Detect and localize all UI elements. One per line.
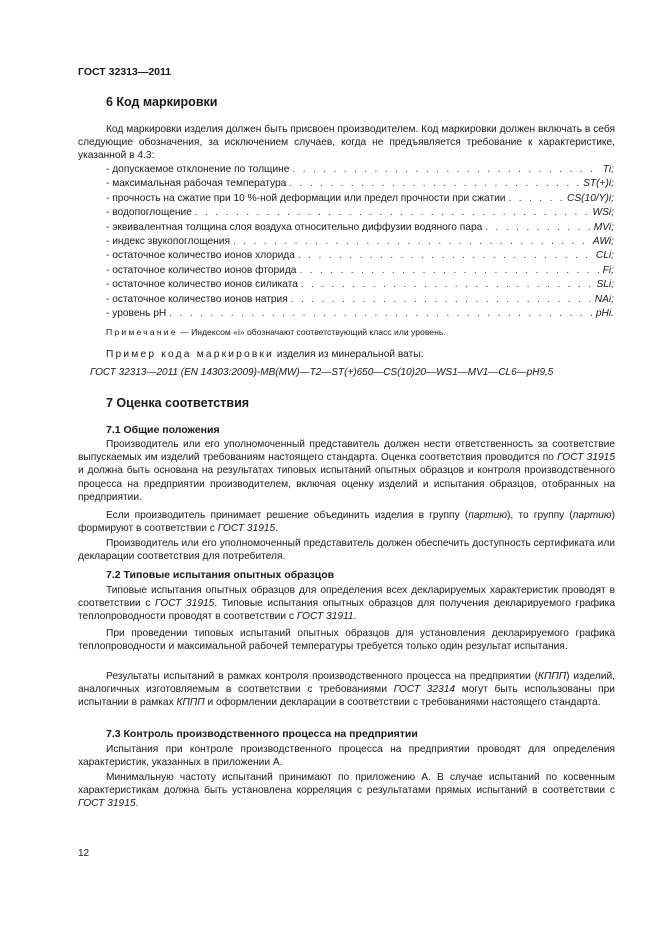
item-symbol: ST(+)i;: [583, 178, 614, 190]
section-7-2-paragraph-1: Типовые испытания опытных образцов для определения всех декларируемых характеристик проводят в соответствии с ГОСТ 31915. Типовые испытания опытных образцов для получения декларируемого графика теплопроводности проводят в соответствии с ГОСТ 31911.: [78, 585, 616, 623]
section-6-title: 6 Код маркировки: [106, 95, 218, 109]
dot-leader: [195, 206, 590, 220]
section-7-2-paragraph-2: При проведении типовых испытаний опытных образцов для установления декларируемого графика теплопроводности и максимальной рабочей температуры требуется только один результат испытания.: [78, 628, 615, 653]
item-label: - остаточное количество ионов хлорида: [106, 250, 295, 262]
item-symbol: MVi;: [593, 221, 614, 233]
item-label: - индекс звукопоглощения: [106, 235, 231, 247]
section-7-1-title: 7.1 Общие положения: [106, 424, 220, 436]
section-7-2-title: 7.2 Типовые испытания опытных образцов: [106, 569, 335, 581]
section-7-1-paragraph-1: Производитель или его уполномоченный представитель должен нести ответственность за соответствие выпускаемых им изделий требованиям настоящего стандарта. Оценка соответствия проводится по ГОСТ 31915 и должна быть основана на результатах типовых испытаний опытных образцов и контроля производственного процесса на предприятии производителем, включая оценку изделий и испытания образцов, отобранных на предприятии.: [78, 439, 615, 503]
section-7-2-paragraph-3: Результаты испытаний в рамках контроля производственного процесса на предприятии (КППП) изделий, аналогичных изготовляемым в соответствии с требованиями ГОСТ 32314 могут быть использованы при испытании в рамках КППП и оформлении декларации в соответствии с требованиями настоящего стандарта.: [78, 671, 615, 709]
note: [106, 327, 446, 337]
section-7-3-paragraph-2: Минимальную частоту испытаний принимают по приложению А. В случае испытаний по косвенным характеристикам должна быть установлена корреляция с результатами прямых испытаний в соответствии с ГОСТ 31915.: [78, 772, 615, 810]
section-7-1-paragraph-2: Если производитель принимает решение объединить изделия в группу (партию), то группу (партию) формируют в соответствии с ГОСТ 31915.: [78, 510, 615, 535]
item-label: - остаточное количество ионов натрия: [106, 293, 288, 305]
item-label: - водопоглощение: [106, 207, 192, 219]
list-item: [106, 293, 614, 307]
section-7-title: 7 Оценка соответствия: [106, 396, 250, 410]
dot-leader: [233, 235, 590, 249]
list-item: [106, 177, 614, 191]
item-label: - максимальная рабочая температура: [106, 178, 287, 190]
dot-leader: [292, 163, 599, 177]
item-symbol: AWi;: [592, 235, 614, 247]
section-7-3-paragraph-1: Испытания при контроле производственного процесса на предприятии проводят для определения характеристик, указанных в приложении А.: [78, 744, 615, 769]
dot-leader: [301, 278, 594, 292]
dot-leader: [509, 192, 565, 206]
section-6-intro: Код маркировки изделия должен быть присвоен производителем. Код маркировки должен включать в себя следующие обозначения, за исключением случаев, когда не предъявляется требование к характеристике, указанной в 4.3:: [78, 124, 615, 162]
example-line: [106, 349, 423, 360]
example-label: Пример кода маркировки: [106, 349, 275, 360]
list-item: [106, 249, 614, 263]
dot-leader: [169, 307, 593, 321]
item-symbol: WSi;: [592, 207, 614, 219]
note-text: — Индексом «i» обозначают соответствующий класс или уровень.: [177, 327, 446, 337]
list-item: [106, 163, 614, 177]
gost-reference: ГОСТ 31915: [155, 598, 215, 610]
list-item: [106, 264, 614, 278]
item-symbol: CLi;: [595, 250, 614, 262]
gost-reference: ГОСТ 31915: [78, 798, 136, 810]
dot-leader: [289, 177, 580, 191]
list-item: [106, 235, 614, 249]
gost-reference: ГОСТ 31915: [217, 523, 276, 535]
item-symbol: Ti;: [602, 164, 614, 175]
item-label: - уровень pH: [106, 307, 167, 319]
list-item: [106, 192, 614, 206]
gost-reference: ГОСТ 32314: [393, 684, 456, 696]
item-symbol: Fi;: [602, 264, 614, 276]
dot-leader: [291, 293, 592, 307]
item-label: - прочность на сжатие при 10 %-ной деформации или предел прочности при сжатии: [106, 192, 506, 204]
dot-leader: [299, 264, 599, 278]
item-symbol: SLi;: [596, 279, 614, 291]
list-item: [106, 206, 614, 220]
item-label: - эквивалентная толщина слоя воздуха относительно диффузии водяного пара: [106, 221, 483, 233]
section-7-1-paragraph-3: Производитель или его уполномоченный представитель должен обеспечить доступность сертификата или декларации соответствия для потребителя.: [78, 538, 615, 563]
item-symbol: pHi.: [595, 307, 614, 319]
list-item: [106, 307, 614, 321]
gost-reference: ГОСТ 31915: [557, 452, 615, 464]
item-symbol: CS(10/Y)i;: [567, 192, 614, 204]
page-number: 12: [78, 848, 90, 859]
list-item: [106, 278, 614, 292]
dot-leader: [298, 249, 593, 263]
dot-leader: [485, 221, 591, 235]
section-7-3-title: 7.3 Контроль производственного процесса на предприятии: [106, 728, 418, 740]
marking-code-list: [106, 163, 614, 321]
example-text: изделия из минеральной ваты:: [274, 349, 424, 360]
note-label: Примечание: [106, 327, 178, 337]
document-header: ГОСТ 32313—2011: [78, 66, 172, 78]
item-label: - остаточное количество ионов силиката: [106, 279, 298, 291]
item-label: - остаточное количество ионов фторида: [106, 264, 297, 276]
list-item: [106, 221, 614, 235]
item-symbol: NAi;: [594, 293, 614, 305]
gost-reference: ГОСТ 31911: [296, 611, 354, 623]
example-marking-code: ГОСТ 32313—2011 (EN 14303:2009)-MB(MW)—T2—ST(+)650—CS(10)20—WS1—MV1—CL6—pH9,5: [90, 367, 554, 378]
item-label: - допускаемое отклонение по толщине: [106, 164, 290, 175]
